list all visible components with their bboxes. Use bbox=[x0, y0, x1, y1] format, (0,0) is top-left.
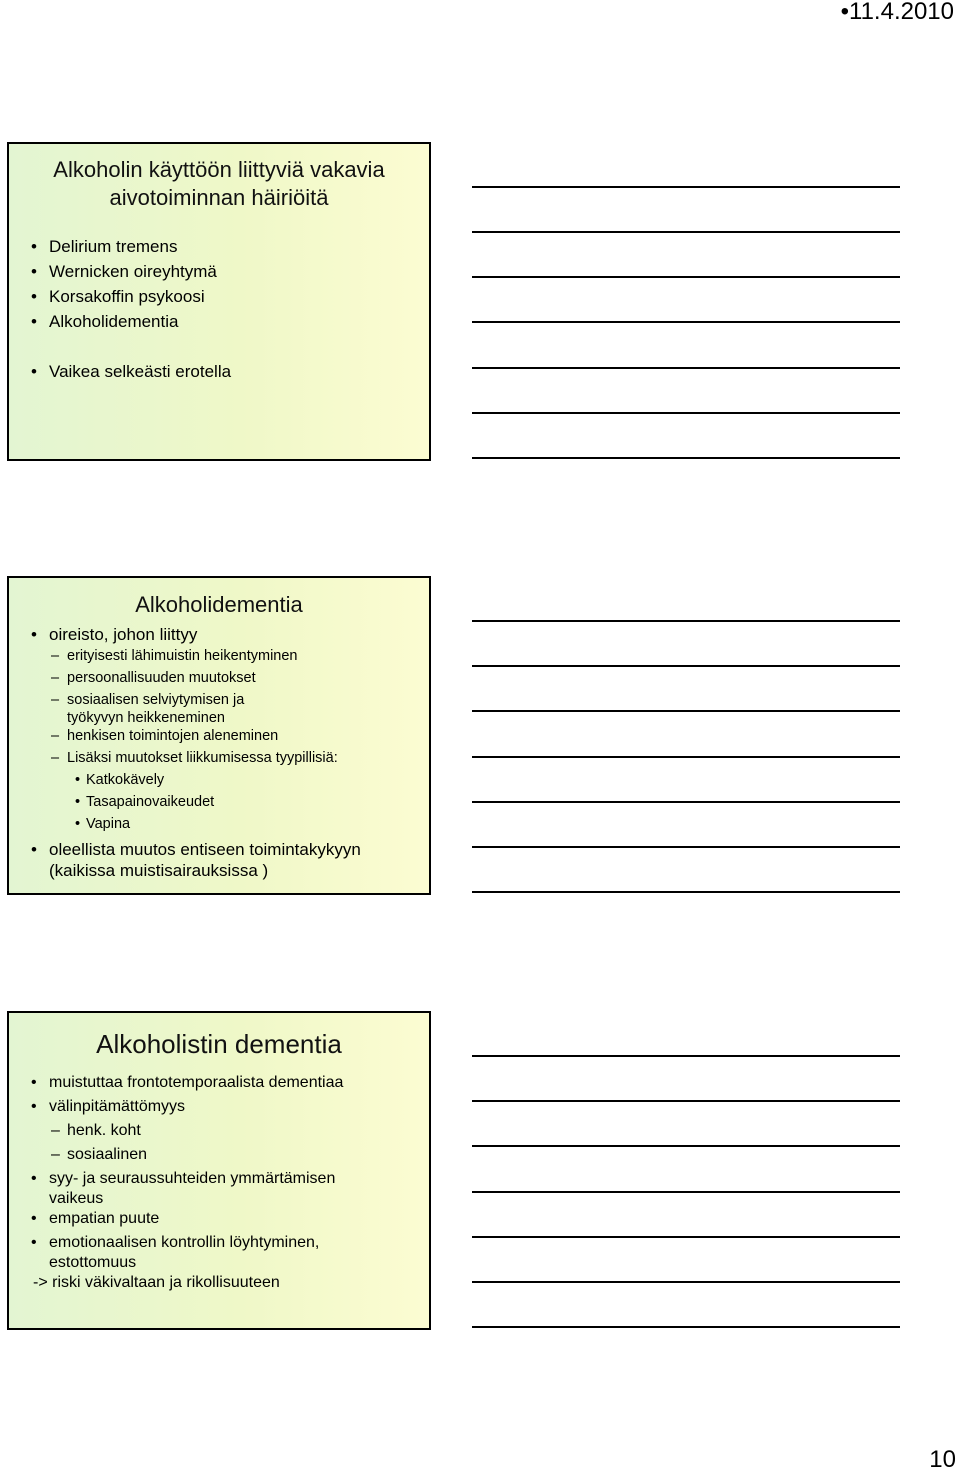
date-header: •11.4.2010 bbox=[840, 0, 954, 25]
list-item: • syy- ja seuraussuhteiden ymmärtämisen vaikeus bbox=[9, 1169, 339, 1209]
slide-2-bullet-list bbox=[9, 625, 429, 881]
sub-sub-list-item: • Tasapainovaikeudet bbox=[9, 793, 429, 815]
list-item: • Delirium tremens bbox=[9, 234, 429, 259]
note-line bbox=[472, 756, 900, 758]
slide-3-title: Alkoholistin dementia bbox=[96, 1029, 342, 1059]
note-line bbox=[472, 231, 900, 233]
list-item: • oireisto, johon liittyy bbox=[9, 625, 429, 647]
list-spacer bbox=[9, 334, 429, 359]
note-line bbox=[472, 276, 900, 278]
slide-2-title: Alkoholidementia bbox=[135, 592, 303, 617]
list-item: • Vaikea selkeästi erotella bbox=[9, 359, 429, 384]
list-item: • oleellista muutos entiseen toimintakykyyn (kaikissa muistisairauksissa ) bbox=[9, 839, 429, 881]
note-line bbox=[472, 412, 900, 414]
note-line bbox=[472, 1100, 900, 1102]
slide-1-title-line-1: Alkoholin käyttöön liittyviä vakavia bbox=[53, 157, 385, 182]
note-line bbox=[472, 1145, 900, 1147]
note-line bbox=[472, 321, 900, 323]
sub-list-item: – sosiaalisen selviytymisen ja työkyvyn heikkeneminen bbox=[9, 691, 297, 727]
slide-1-title-line-2: aivotoiminnan häiriöitä bbox=[109, 185, 329, 210]
list-item: • Korsakoffin psykoosi bbox=[9, 284, 429, 309]
sub-list-item: – Lisäksi muutokset liikkumisessa tyypillisiä: bbox=[9, 749, 429, 771]
note-line bbox=[472, 186, 900, 188]
list-item: • Alkoholidementia bbox=[9, 309, 429, 334]
list-item: • välinpitämättömyys bbox=[9, 1097, 429, 1121]
note-line bbox=[472, 710, 900, 712]
note-line bbox=[472, 1191, 900, 1193]
note-line bbox=[472, 457, 900, 459]
slide-3-bullet-list bbox=[9, 1073, 429, 1293]
page-number: 10 bbox=[929, 1446, 956, 1473]
sub-list-item: – sosiaalinen bbox=[9, 1145, 429, 1169]
slide-2 bbox=[7, 576, 431, 895]
list-item: • emotionaalisen kontrollin löyhtyminen, estottomuus bbox=[9, 1233, 339, 1273]
sub-list-item: – henkisen toimintojen aleneminen bbox=[9, 727, 429, 749]
note-line bbox=[472, 1326, 900, 1328]
note-line bbox=[472, 891, 900, 893]
note-line bbox=[472, 1055, 900, 1057]
note-line bbox=[472, 367, 900, 369]
list-item: • muistuttaa frontotemporaalista dementiaa bbox=[9, 1073, 429, 1097]
list-item: • Wernicken oireyhtymä bbox=[9, 259, 429, 284]
sub-sub-list-item: • Katkokävely bbox=[9, 771, 429, 793]
note-line bbox=[472, 665, 900, 667]
slide-1-title bbox=[9, 156, 429, 212]
note-line bbox=[472, 620, 900, 622]
note-line bbox=[472, 1236, 900, 1238]
sub-list-item: – henk. koht bbox=[9, 1121, 429, 1145]
note-line bbox=[472, 801, 900, 803]
sub-list-item: – erityisesti lähimuistin heikentyminen bbox=[9, 647, 429, 669]
conclusion-text: -> riski väkivaltaan ja rikollisuuteen bbox=[33, 1274, 280, 1291]
sub-sub-list-item: • Vapina bbox=[9, 815, 429, 837]
note-line bbox=[472, 1281, 900, 1283]
note-line bbox=[472, 846, 900, 848]
slide-1 bbox=[7, 142, 431, 461]
slide-3 bbox=[7, 1011, 431, 1330]
list-item: • empatian puute bbox=[9, 1209, 429, 1233]
slide-1-bullet-list bbox=[9, 234, 429, 384]
sub-list-item: – persoonallisuuden muutokset bbox=[9, 669, 429, 691]
